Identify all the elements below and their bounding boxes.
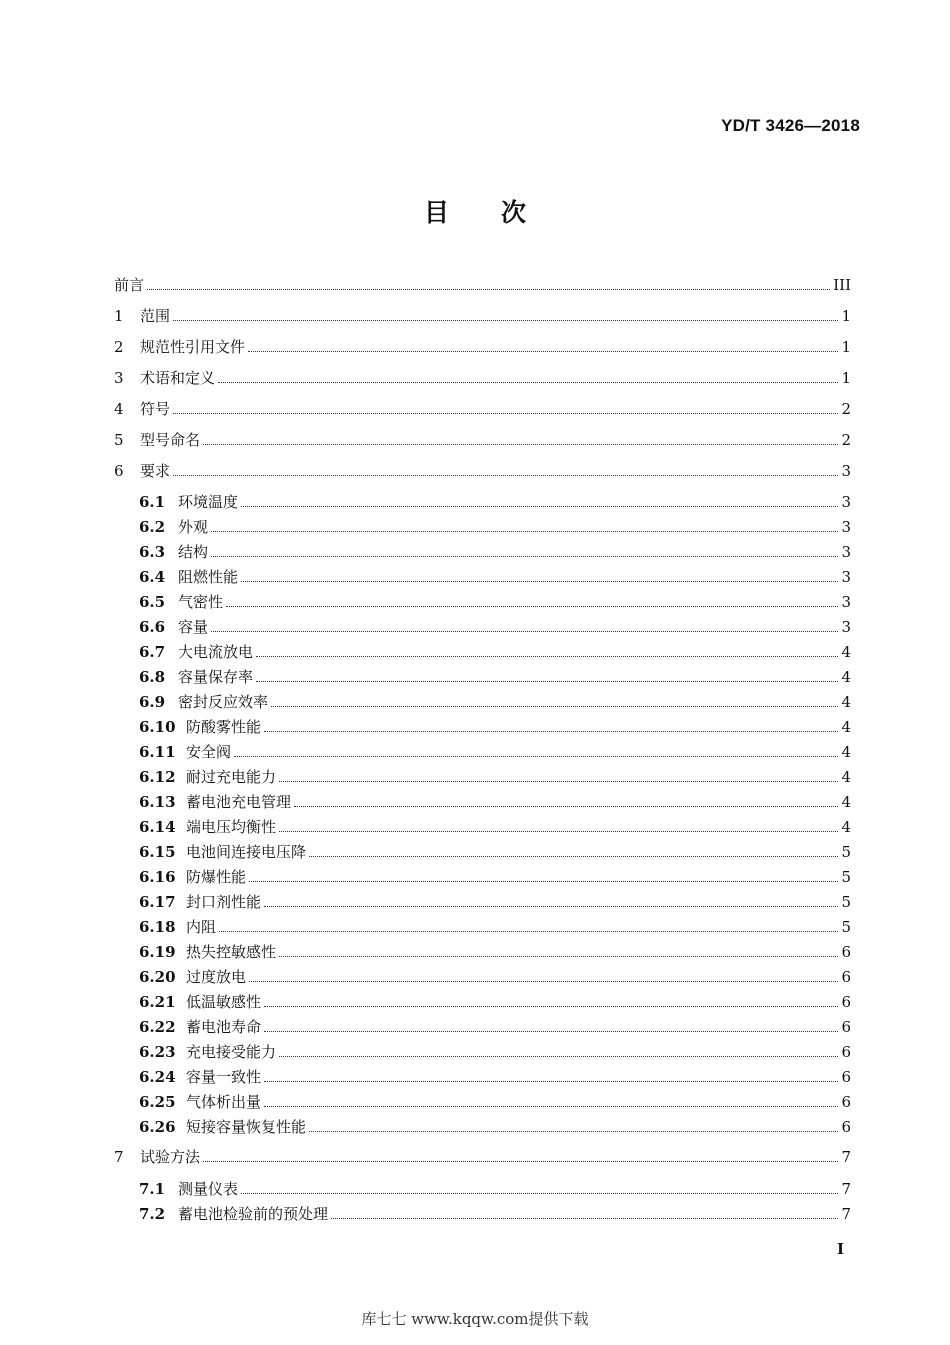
toc-entry-page: 4	[841, 693, 851, 711]
toc-entry-page: 6	[841, 1093, 851, 1111]
toc-entry-label: 阻燃性能	[178, 568, 239, 586]
toc-entry[interactable]	[114, 1148, 851, 1166]
dot-leader	[294, 806, 838, 807]
toc-entry[interactable]	[114, 369, 851, 387]
toc-entry-number: 6.7	[139, 643, 166, 661]
toc-entry-label: 防爆性能	[186, 868, 247, 886]
toc-entry-label: 内阻	[186, 918, 217, 936]
toc-entry-label: 气密性	[178, 593, 224, 611]
toc-entry-page: 2	[841, 431, 851, 449]
toc-entry-page: 4	[841, 793, 851, 811]
download-watermark: 库七七 www.kqqw.com提供下载	[361, 1310, 589, 1328]
dot-leader	[309, 856, 838, 857]
toc-entry-number: 6.22	[139, 1018, 176, 1036]
toc-entry-label: 密封反应效率	[178, 693, 269, 711]
toc-entry[interactable]	[139, 718, 851, 736]
dot-leader	[248, 351, 838, 352]
toc-entry[interactable]	[139, 593, 851, 611]
dot-leader	[241, 1193, 838, 1194]
toc-entry-number: 7	[114, 1148, 124, 1166]
toc-entry[interactable]	[139, 793, 851, 811]
toc-entry-number: 6.15	[139, 843, 176, 861]
toc-entry[interactable]	[139, 768, 851, 786]
toc-entry-number: 6.10	[139, 718, 176, 736]
toc-entry-number: 6.14	[139, 818, 176, 836]
dot-leader	[218, 382, 838, 383]
toc-entry[interactable]	[139, 893, 851, 911]
toc-entry-number: 7.2	[139, 1205, 166, 1223]
toc-entry-number: 6.23	[139, 1043, 176, 1061]
dot-leader	[331, 1218, 838, 1219]
toc-entry-label: 蓄电池检验前的预处理	[178, 1205, 329, 1223]
dot-leader	[226, 606, 838, 607]
toc-entry-page: 6	[841, 1043, 851, 1061]
toc-entry-page: 7	[841, 1205, 851, 1223]
toc-entry-page: 5	[841, 868, 851, 886]
dot-leader	[173, 475, 838, 476]
toc-entry-page: 6	[841, 1068, 851, 1086]
toc-entry-number: 6.24	[139, 1068, 176, 1086]
toc-entry-page: 3	[841, 618, 851, 636]
toc-entry[interactable]	[114, 431, 851, 449]
toc-entry-label: 符号	[140, 400, 171, 418]
toc-entry-page: 4	[841, 668, 851, 686]
toc-entry-page: 3	[841, 493, 851, 511]
toc-entry-page: 3	[841, 543, 851, 561]
toc-entry-page: III	[833, 276, 851, 294]
dot-leader	[211, 631, 838, 632]
toc-entry-number: 1	[114, 307, 124, 325]
toc-entry-page: 3	[841, 568, 851, 586]
toc-entry[interactable]	[139, 843, 851, 861]
toc-entry[interactable]	[139, 1068, 851, 1086]
toc-entry-label: 端电压均衡性	[186, 818, 277, 836]
dot-leader	[271, 706, 838, 707]
toc-entry-label: 测量仪表	[178, 1180, 239, 1198]
toc-entry-label: 蓄电池充电管理	[186, 793, 292, 811]
toc-entry-page: 7	[841, 1148, 851, 1166]
dot-leader	[256, 681, 838, 682]
toc-entry-number: 6.9	[139, 693, 166, 711]
toc-entry-label: 低温敏感性	[186, 993, 262, 1011]
toc-entry[interactable]	[139, 918, 851, 936]
toc-title-char-1: 目	[423, 198, 449, 227]
toc-entry-label: 短接容量恢复性能	[186, 1118, 307, 1136]
dot-leader	[234, 756, 838, 757]
toc-entry-page: 6	[841, 968, 851, 986]
toc-entry-number: 4	[114, 400, 124, 418]
toc-entry-page: 5	[841, 893, 851, 911]
dot-leader	[264, 1081, 838, 1082]
dot-leader	[203, 444, 838, 445]
page-number: I	[836, 1240, 844, 1258]
toc-entry[interactable]	[139, 668, 851, 686]
toc-entry-number: 6.6	[139, 618, 166, 636]
toc-entry-page: 6	[841, 993, 851, 1011]
dot-leader	[279, 781, 838, 782]
dot-leader	[147, 289, 830, 290]
toc-entry-label: 前言	[114, 276, 145, 294]
toc-entry-number: 6.19	[139, 943, 176, 961]
toc-entry[interactable]	[139, 1205, 851, 1223]
toc-entry[interactable]	[139, 868, 851, 886]
toc-entry-number: 6.12	[139, 768, 176, 786]
toc-entry-page: 5	[841, 918, 851, 936]
toc-entry-label: 规范性引用文件	[140, 338, 246, 356]
toc-entry-label: 气体析出量	[186, 1093, 262, 1111]
dot-leader	[249, 881, 838, 882]
toc-entry-label: 型号命名	[140, 431, 201, 449]
toc-entry-number: 2	[114, 338, 124, 356]
toc-entry[interactable]	[114, 276, 851, 294]
dot-leader	[256, 656, 838, 657]
toc-entry-page: 3	[841, 593, 851, 611]
toc-entry-number: 7.1	[139, 1180, 166, 1198]
toc-entry[interactable]	[114, 307, 851, 325]
dot-leader	[241, 506, 838, 507]
toc-entry-page: 6	[841, 1018, 851, 1036]
toc-entry-page: 7	[841, 1180, 851, 1198]
toc-entry-label: 术语和定义	[140, 369, 216, 387]
toc-entry-page: 4	[841, 818, 851, 836]
standard-code: YD/T 3426—2018	[721, 116, 860, 135]
toc-entry-label: 试验方法	[140, 1148, 201, 1166]
dot-leader	[279, 831, 838, 832]
toc-entry-label: 电池间连接电压降	[186, 843, 307, 861]
toc-entry-label: 要求	[140, 462, 171, 480]
toc-entry-number: 6.3	[139, 543, 166, 561]
dot-leader	[279, 956, 838, 957]
toc-entry[interactable]	[139, 618, 851, 636]
toc-entry-number: 3	[114, 369, 124, 387]
toc-entry-page: 6	[841, 1118, 851, 1136]
toc-entry-label: 大电流放电	[178, 643, 254, 661]
toc-entry-number: 6.25	[139, 1093, 176, 1111]
dot-leader	[264, 1031, 838, 1032]
dot-leader	[219, 931, 838, 932]
toc-entry-page: 2	[841, 400, 851, 418]
toc-entry[interactable]	[114, 338, 851, 356]
toc-entry-number: 6.5	[139, 593, 166, 611]
toc-entry-page: 4	[841, 768, 851, 786]
toc-entry[interactable]	[114, 462, 851, 480]
toc-entry-label: 耐过充电能力	[186, 768, 277, 786]
toc-entry[interactable]	[114, 400, 851, 418]
dot-leader	[309, 1131, 838, 1132]
toc-entry-label: 充电接受能力	[186, 1043, 277, 1061]
toc-entry-page: 3	[841, 518, 851, 536]
toc-entry-number: 6.21	[139, 993, 176, 1011]
toc-entry[interactable]	[139, 818, 851, 836]
toc-entry[interactable]	[139, 743, 851, 761]
toc-entry-label: 结构	[178, 543, 209, 561]
toc-entry-number: 6.17	[139, 893, 176, 911]
dot-leader	[279, 1056, 838, 1057]
toc-entry-label: 环境温度	[178, 493, 239, 511]
toc-entry-page: 4	[841, 743, 851, 761]
dot-leader	[211, 556, 838, 557]
dot-leader	[264, 731, 838, 732]
toc-entry-page: 1	[841, 307, 851, 325]
toc-entry-page: 1	[841, 338, 851, 356]
toc-title-char-2: 次	[501, 198, 527, 227]
toc-entry[interactable]	[139, 518, 851, 536]
dot-leader	[249, 981, 838, 982]
dot-leader	[241, 581, 838, 582]
toc-entry[interactable]	[139, 493, 851, 511]
toc-entry-label: 安全阀	[186, 743, 232, 761]
toc-entry-label: 外观	[178, 518, 209, 536]
toc-entry-number: 5	[114, 431, 124, 449]
toc-entry-number: 6.26	[139, 1118, 176, 1136]
dot-leader	[203, 1161, 838, 1162]
toc-entry-page: 1	[841, 369, 851, 387]
toc-entry[interactable]	[139, 1180, 851, 1198]
toc-entry-page: 4	[841, 643, 851, 661]
toc-entry[interactable]	[139, 1093, 851, 1111]
toc-entry[interactable]	[139, 993, 851, 1011]
toc-entry-label: 防酸雾性能	[186, 718, 262, 736]
toc-entry-page: 6	[841, 943, 851, 961]
toc-entry[interactable]	[139, 968, 851, 986]
toc-entry-label: 蓄电池寿命	[186, 1018, 262, 1036]
toc-entry[interactable]	[139, 643, 851, 661]
toc-entry-number: 6	[114, 462, 124, 480]
toc-entry[interactable]	[139, 543, 851, 561]
toc-entry[interactable]	[139, 1043, 851, 1061]
dot-leader	[264, 1106, 838, 1107]
toc-entry-number: 6.13	[139, 793, 176, 811]
toc-entry-label: 容量	[178, 618, 209, 636]
dot-leader	[264, 906, 838, 907]
dot-leader	[173, 413, 838, 414]
toc-entry-page: 4	[841, 718, 851, 736]
toc-entry[interactable]	[139, 1018, 851, 1036]
toc-entry-number: 6.18	[139, 918, 176, 936]
toc-entry-number: 6.16	[139, 868, 176, 886]
toc-entry[interactable]	[139, 693, 851, 711]
toc-entry-number: 6.1	[139, 493, 166, 511]
toc-entry[interactable]	[139, 1118, 851, 1136]
toc-entry-label: 过度放电	[186, 968, 247, 986]
toc-entry-label: 容量一致性	[186, 1068, 262, 1086]
dot-leader	[264, 1006, 838, 1007]
dot-leader	[173, 320, 838, 321]
toc-entry[interactable]	[139, 943, 851, 961]
toc-entry-number: 6.8	[139, 668, 166, 686]
toc-entry-number: 6.2	[139, 518, 166, 536]
toc-entry-number: 6.20	[139, 968, 176, 986]
toc-entry-label: 范围	[140, 307, 171, 325]
dot-leader	[211, 531, 838, 532]
toc-entry-label: 容量保存率	[178, 668, 254, 686]
toc-entry-label: 封口剂性能	[186, 893, 262, 911]
toc-entry[interactable]	[139, 568, 851, 586]
toc-entry-number: 6.4	[139, 568, 166, 586]
toc-entry-number: 6.11	[139, 743, 176, 761]
toc-entry-page: 3	[841, 462, 851, 480]
toc-entry-page: 5	[841, 843, 851, 861]
toc-entry-label: 热失控敏感性	[186, 943, 277, 961]
